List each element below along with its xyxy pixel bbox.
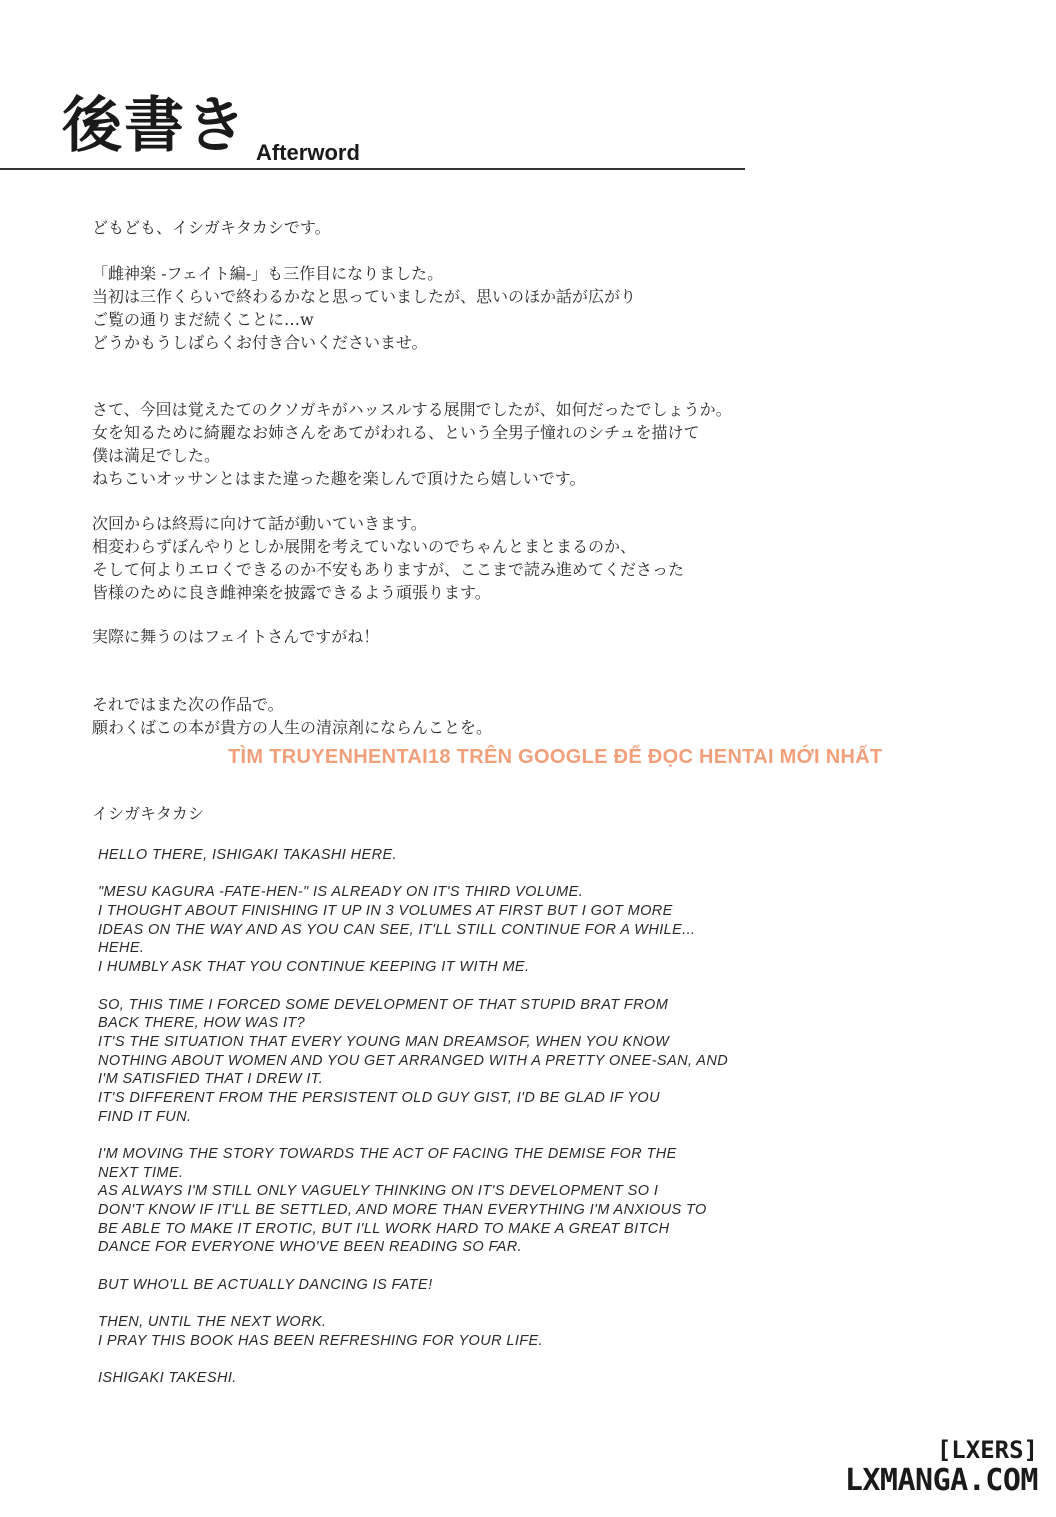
text-line (98, 1295, 798, 1314)
jp-paragraph-3 (92, 512, 684, 604)
english-translation (98, 846, 798, 1388)
text-line: I HUMBLY ASK THAT YOU CONTINUE KEEPING IT WITH ME. (98, 959, 530, 976)
text-line: 相変わらずぼんやりとしか展開を考えていないのでちゃんとまとまるのか、 (92, 537, 637, 556)
text-line: ご覧の通りまだ続くことに…w (92, 310, 314, 329)
text-line: IT'S DIFFERENT FROM THE PERSISTENT OLD GUY GIST, I'D BE GLAD IF YOU (98, 1089, 660, 1106)
text-line: NEXT TIME. (98, 1164, 184, 1181)
text-line: どうかもうしばらくお付き合いくださいませ。 (92, 333, 428, 352)
text-line: HEHE. (98, 940, 145, 957)
jp-greeting (92, 216, 331, 239)
text-line: I'M MOVING THE STORY TOWARDS THE ACT OF FACING THE DEMISE FOR THE (98, 1146, 677, 1162)
text-line: IT'S THE SITUATION THAT EVERY YOUNG MAN DREAMSOF, WHEN YOU KNOW (98, 1033, 670, 1050)
text-line: 「雌神楽 -フェイト編-」も三作目になりました。 (92, 264, 444, 283)
text-line: SO, THIS TIME I FORCED SOME DEVELOPMENT OF THAT STUPID BRAT FROM (98, 996, 669, 1013)
text-line (98, 977, 798, 996)
text-line (98, 1126, 798, 1145)
text-line: そして何よりエロくできるのか不安もありますが、ここまで読み進めてくださった (92, 560, 685, 579)
text-line: どもども、イシガキタカシです。 (92, 218, 331, 237)
text-line: 実際に舞うのはフェイトさんですがね！ (92, 627, 380, 646)
text-line: IDEAS ON THE WAY AND AS YOU CAN SEE, IT'LL STILL CONTINUE FOR A WHILE... (98, 921, 696, 938)
text-line: DON'T KNOW IF IT'LL BE SETTLED, AND MORE THAN EVERYTHING I'M ANXIOUS TO (98, 1202, 707, 1219)
text-line: さて、今回は覚えたてのクソガキがハッスルする展開でしたが、如何だったでしょうか。 (92, 400, 732, 419)
text-line: I THOUGHT ABOUT FINISHING IT UP IN 3 VOLUMES AT FIRST BUT I GOT MORE (98, 903, 673, 920)
text-line: I PRAY THIS BOOK HAS BEEN REFRESHING FOR YOUR LIFE. (98, 1332, 544, 1349)
jp-signature (92, 802, 204, 825)
site-logo (845, 1436, 1038, 1498)
jp-paragraph-1 (92, 262, 636, 354)
jp-paragraph-2 (92, 398, 732, 490)
text-line: 女を知るために綺麗なお姉さんをあてがわれる、という全男子憧れのシチュを描けて (92, 423, 700, 442)
text-line: FIND IT FUN. (98, 1108, 192, 1125)
text-line: AS ALWAYS I'M STILL ONLY VAGUELY THINKING ON IT'S DEVELOPMENT SO I (98, 1183, 659, 1200)
jp-paragraph-4 (92, 625, 379, 648)
title-divider (0, 168, 745, 170)
text-line: 皆様のために良き雌神楽を披露できるよう頑張ります。 (92, 583, 491, 602)
text-line: ISHIGAKI TAKESHI. (98, 1370, 237, 1387)
page-title-japanese: 後書き (62, 91, 248, 161)
text-line: イシガキタカシ (92, 804, 204, 823)
text-line: BUT WHO'LL BE ACTUALLY DANCING IS FATE! (98, 1276, 433, 1293)
text-line: I'M SATISFIED THAT I DREW IT. (98, 1071, 324, 1088)
logo-bottom-text: LXMANGA.COM (844, 1463, 1038, 1498)
text-line: ねちこいオッサンとはまた違った趣を楽しんで頂けたら嬉しいです。 (92, 469, 586, 488)
jp-paragraph-5 (92, 693, 492, 739)
page-title-english: Afterword (256, 140, 360, 165)
text-line (98, 865, 798, 884)
text-line: BACK THERE, HOW WAS IT? (98, 1015, 306, 1032)
text-line: DANCE FOR EVERYONE WHO'VE BEEN READING SO FAR. (98, 1239, 523, 1256)
text-line: BE ABLE TO MAKE IT EROTIC, BUT I'LL WORK HARD TO MAKE A GREAT BITCH (98, 1220, 670, 1237)
text-line: 当初は三作くらいで終わるかなと思っていましたが、思いのほか話が広がり (92, 287, 637, 306)
text-line: THEN, UNTIL THE NEXT WORK. (98, 1314, 327, 1331)
text-line: NOTHING ABOUT WOMEN AND YOU GET ARRANGED WITH A PRETTY ONEE-SAN, AND (98, 1052, 729, 1069)
text-line: 僕は満足でした。 (92, 446, 221, 465)
text-line (98, 1257, 798, 1276)
text-line: それではまた次の作品で。 (92, 695, 284, 714)
text-line: HELLO THERE, ISHIGAKI TAKASHI HERE. (98, 847, 397, 863)
text-line: 願わくばこの本が貴方の人生の清涼剤にならんことを。 (92, 718, 493, 737)
logo-top-text: [LXERS] (936, 1436, 1038, 1464)
text-line: 次回からは終焉に向けて話が動いていきます。 (92, 514, 427, 533)
text-line: "MESU KAGURA -FATE-HEN-" IS ALREADY ON IT'S THIRD VOLUME. (98, 884, 584, 901)
text-line (98, 1351, 798, 1370)
watermark-text: TÌM TRUYENHENTAI18 TRÊN GOOGLE ĐỂ ĐỌC HENTAI MỚI NHẤT (228, 746, 883, 768)
